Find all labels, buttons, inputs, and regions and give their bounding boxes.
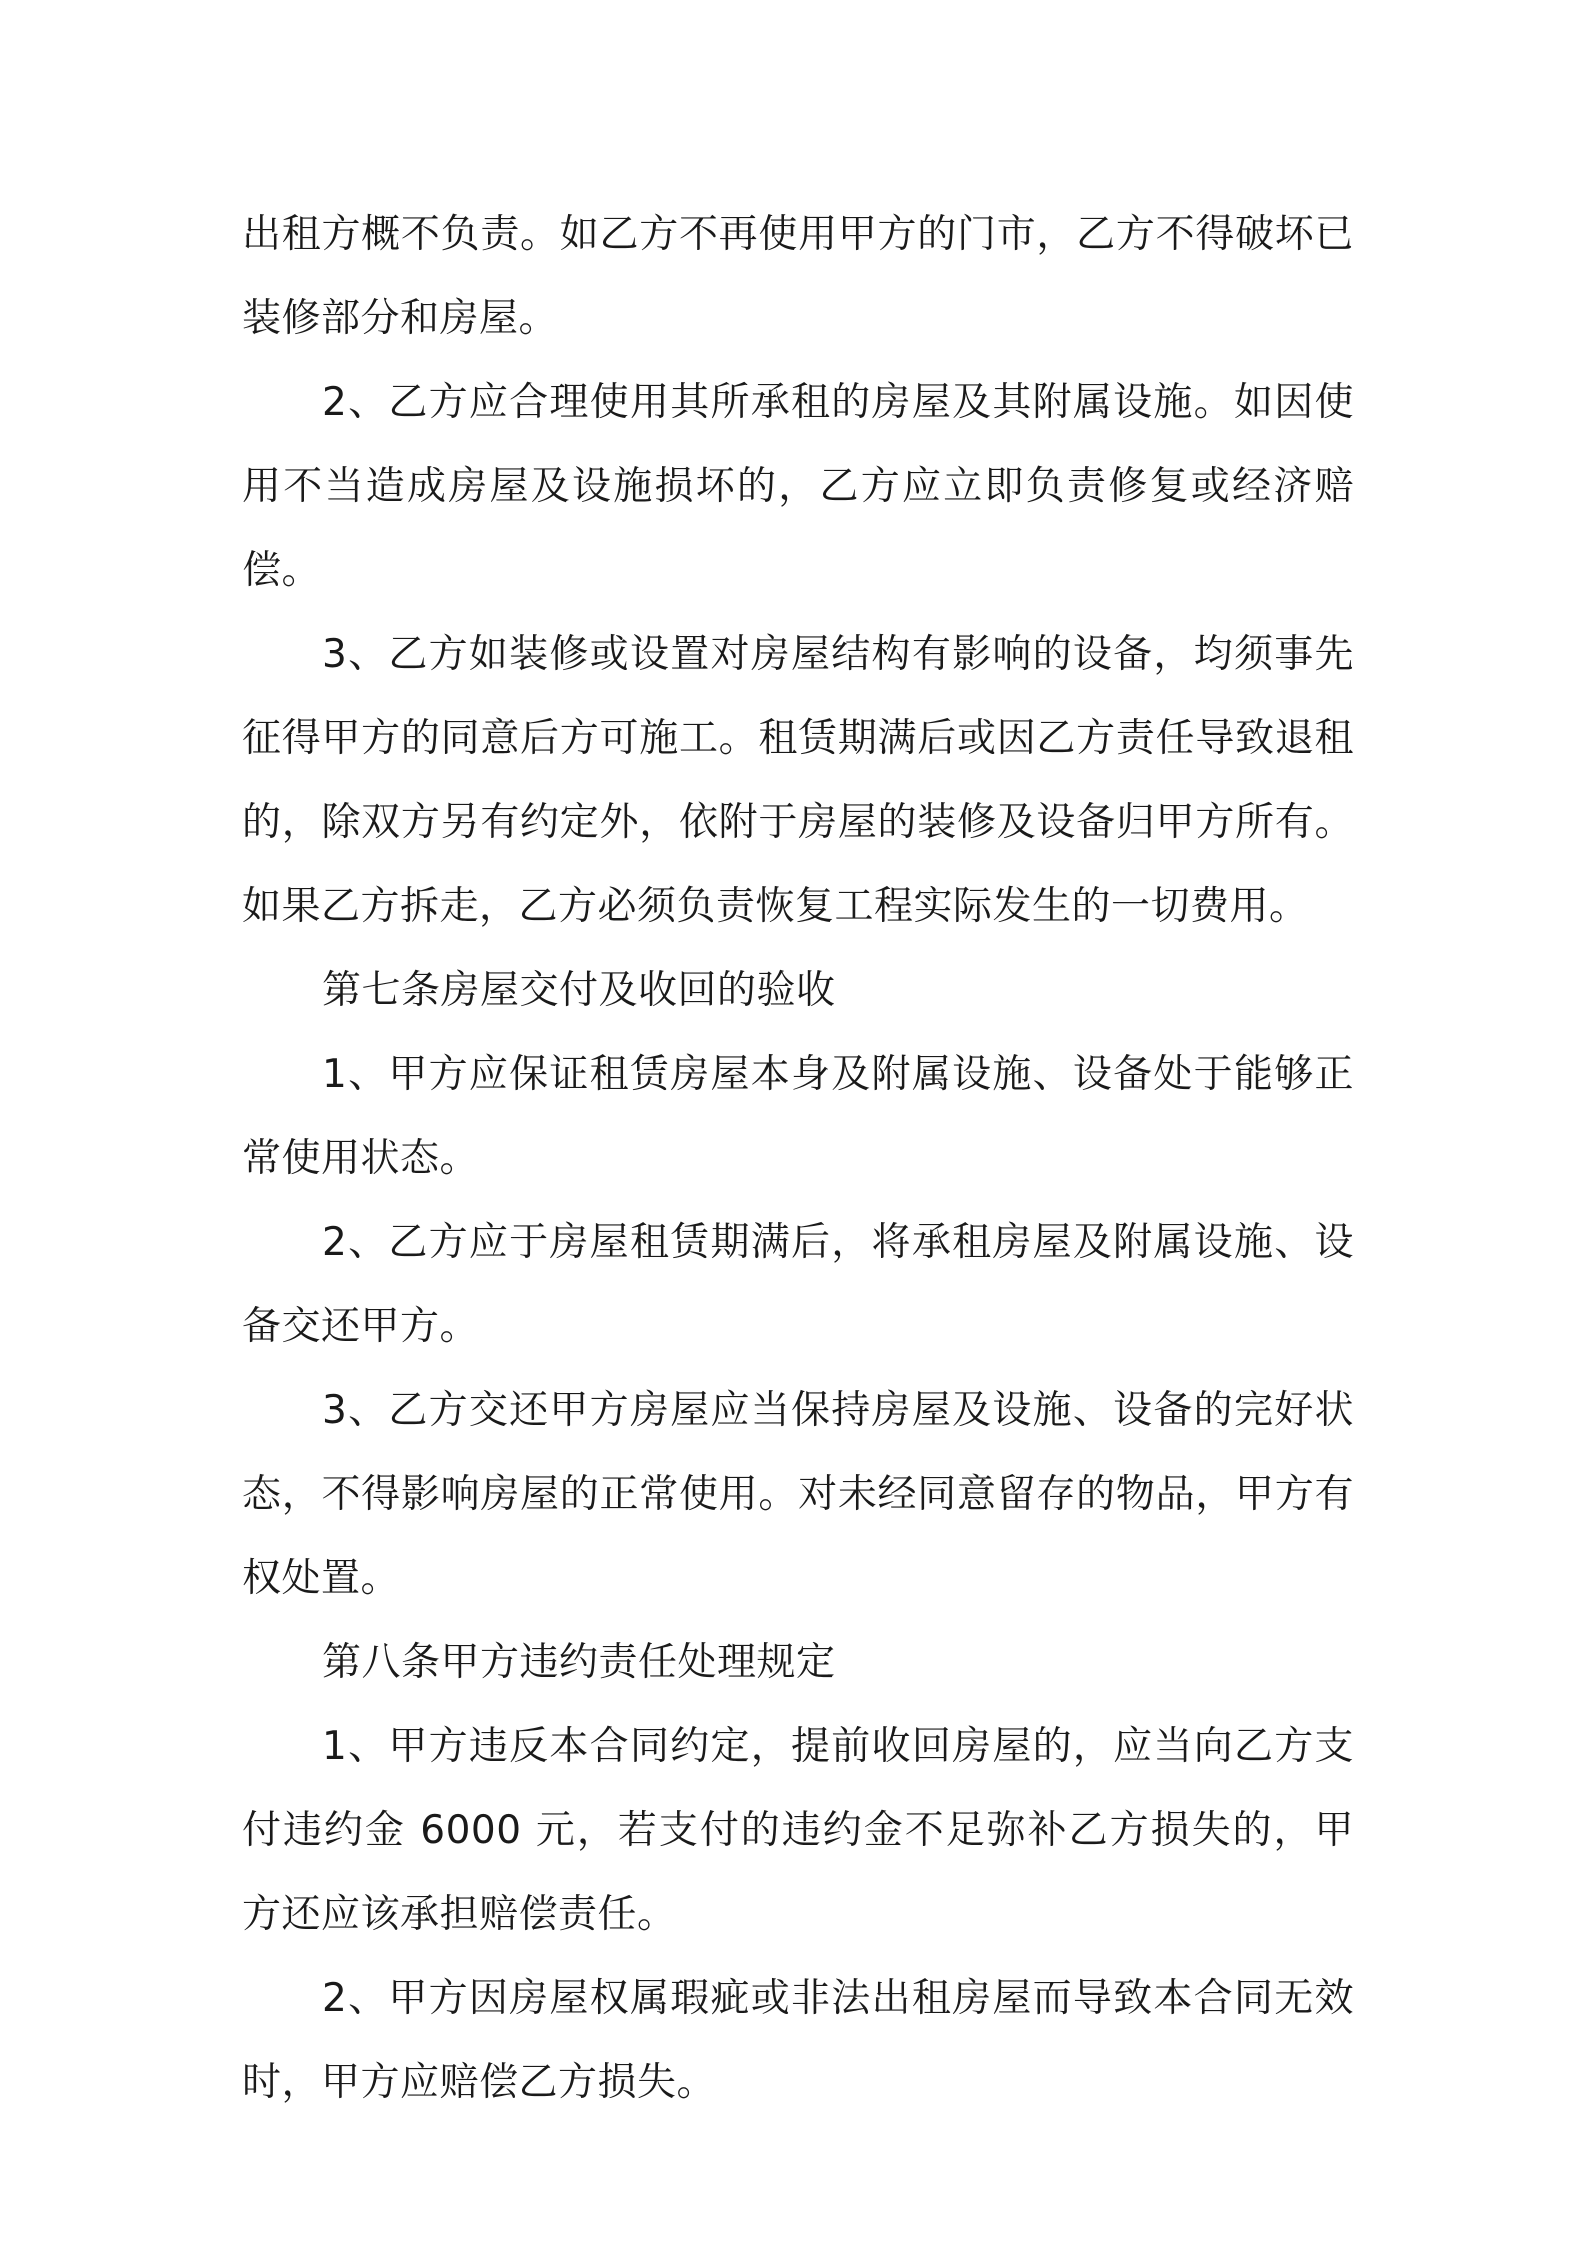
paragraph-3: 3、乙方如装修或设置对房屋结构有影响的设备，均须事先征得甲方的同意后方可施工。租赁期满后或因乙方责任导致退租的，除双方另有约定外，依附于房屋的装修及设备归甲方所有。如果乙方拆走，乙方必须负责恢复工程实际发生的一切费用。 — [242, 632, 1354, 929]
paragraph-1: 出租方概不负责。如乙方不再使用甲方的门市，乙方不得破坏已装修部分和房屋。 — [242, 212, 1354, 341]
document-body — [242, 193, 1354, 2125]
section-heading-article-8: 第八条甲方违约责任处理规定 — [322, 1640, 836, 1685]
paragraph-9: 1、甲方违反本合同约定，提前收回房屋的，应当向乙方支付违约金 6000 元，若支付的违约金不足弥补乙方损失的，甲方还应该承担赔偿责任。 — [242, 1724, 1354, 1937]
paragraph-6: 2、乙方应于房屋租赁期满后，将承租房屋及附属设施、设备交还甲方。 — [242, 1220, 1354, 1349]
paragraph-2: 2、乙方应合理使用其所承租的房屋及其附属设施。如因使用不当造成房屋及设施损坏的，乙方应立即负责修复或经济赔偿。 — [242, 380, 1354, 593]
section-heading-article-7: 第七条房屋交付及收回的验收 — [322, 968, 836, 1013]
paragraph-7: 3、乙方交还甲方房屋应当保持房屋及设施、设备的完好状态，不得影响房屋的正常使用。对未经同意留存的物品，甲方有权处置。 — [242, 1388, 1354, 1601]
paragraph-5: 1、甲方应保证租赁房屋本身及附属设施、设备处于能够正常使用状态。 — [242, 1052, 1354, 1181]
paragraph-10: 2、甲方因房屋权属瑕疵或非法出租房屋而导致本合同无效时，甲方应赔偿乙方损失。 — [242, 1976, 1354, 2105]
